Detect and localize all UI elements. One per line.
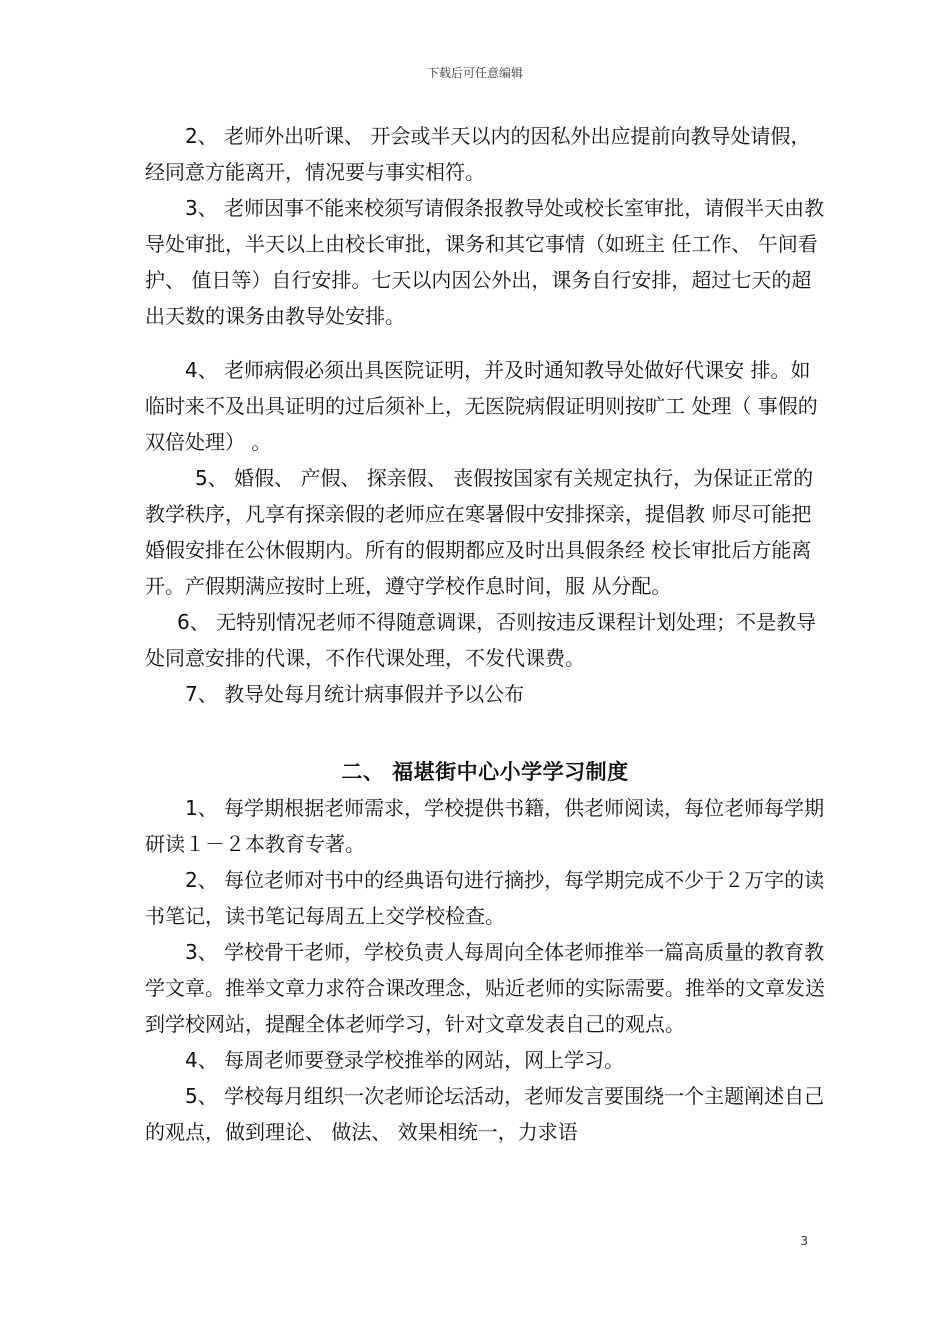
paragraph-study-item-2: 2、 每位老师对书中的经典语句进行摘抄，每学期完成不少于２万字的读书笔记，读书笔记每周五上交学校检查。 <box>145 868 825 928</box>
paragraph-study-item-1: 1、 每学期根据老师需求，学校提供书籍，供老师阅读，每位老师每学期研读１－２本教育专著。 <box>145 796 825 856</box>
paragraph-leave-item-4: 4、 老师病假必须出具医院证明，并及时通知教导处做好代课安 排。如临时来不及出具证明的过后须补上，无医院病假证明则按旷工 处理（ 事假的双倍处理） 。 <box>145 358 818 454</box>
page-number: 3 <box>800 1234 808 1248</box>
document-body <box>145 118 825 1150</box>
paragraph-leave-item-7: 7、 教导处每月统计病事假并予以公布 <box>185 682 525 706</box>
page-header-note: 下载后可任意编辑 <box>426 66 523 80</box>
paragraph-study-item-4: 4、 每周老师要登录学校推举的网站，网上学习。 <box>185 1048 625 1072</box>
paragraph-study-item-5: 5、 学校每月组织一次老师论坛活动，老师发言要围绕一个主题阐述自己的观点，做到理论、 做法、 效果相统一，力求语 <box>145 1084 825 1144</box>
paragraph-gap <box>145 334 825 352</box>
paragraph-leave-item-6: 6、 无特别情况老师不得随意调课，否则按违反课程计划处理；不是教导处同意安排的代课，不作代课处理，不发代课费。 <box>145 610 817 670</box>
section-title-study-system: 二、 福堪街中心小学学习制度 <box>341 760 629 784</box>
paragraph-leave-item-3: 3、 老师因事不能来校须写请假条报教导处或校长室审批，请假半天由教导处审批，半天以上由校长审批，课务和其它事情（如班主 任工作、 午间看护、 值日等）自行安排。七天以内因公外出，课务自行安排，超过七天的超出天数的课务由教导处安排。 <box>145 196 825 328</box>
paragraph-study-item-3: 3、 学校骨干老师，学校负责人每周向全体老师推举一篇高质量的教育教学文章。推举文章力求符合课改理念，贴近老师的实际需要。推举的文章发送到学校网站，提醒全体老师学习，针对文章发表自己的观点。 <box>145 940 825 1036</box>
paragraph-leave-item-5: 5、 婚假、 产假、 探亲假、 丧假按国家有关规定执行，为保证正常的教学秩序，凡享有探亲假的老师应在寒暑假中安排探亲，提倡教 师尽可能把婚假安排在公休假期内。所有的假期都应及时出具假条经 校长审批后方能离开。产假期满应按时上班，遵守学校作息时间，服 从分配。 <box>145 466 814 598</box>
section-gap <box>145 712 825 754</box>
paragraph-leave-item-2: 2、 老师外出听课、 开会或半天以内的因私外出应提前向教导处请假，经同意方能离开，情况要与事实相符。 <box>145 124 811 184</box>
